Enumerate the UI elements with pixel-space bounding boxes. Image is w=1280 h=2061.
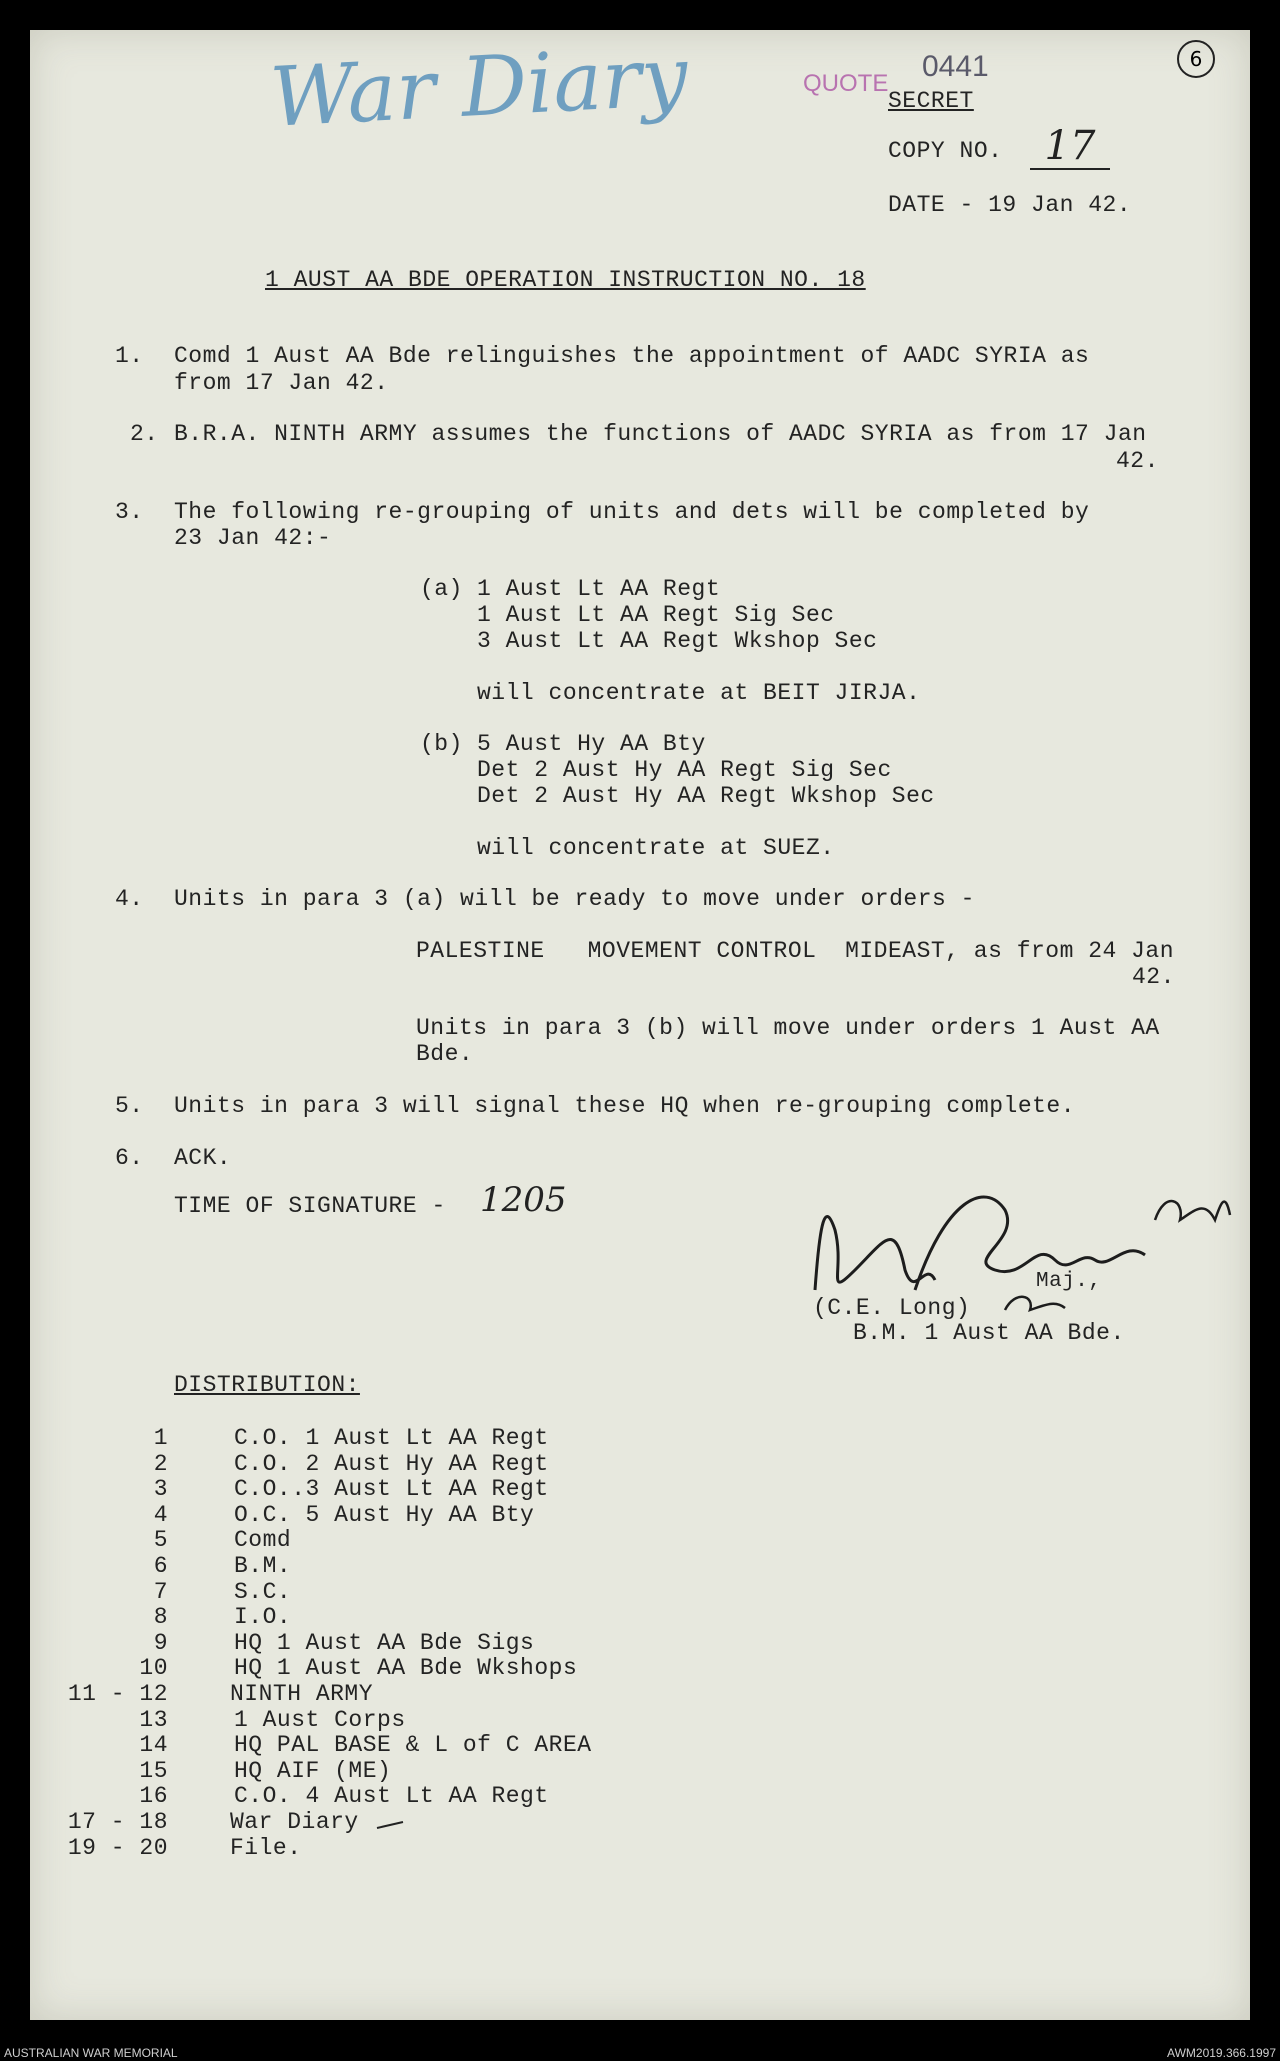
footer-accession-number: AWM2019.366.1997 xyxy=(1167,2046,1276,2060)
para-3b-item: Det 2 Aust Hy AA Regt Wkshop Sec xyxy=(477,783,935,809)
distribution-copy-number: 6 xyxy=(153,1553,168,1579)
quote-number: 0441 xyxy=(922,50,989,83)
distribution-recipient: S.C. xyxy=(234,1578,292,1605)
signatory-name: (C.E. Long) xyxy=(813,1295,971,1321)
quote-stamp-label: QUOTE xyxy=(803,70,889,97)
para-3-line-2: 23 Jan 42:- xyxy=(174,525,332,551)
signatory-appointment: B.M. 1 Aust AA Bde. xyxy=(853,1320,1125,1346)
para-6-number: 6. xyxy=(115,1145,144,1171)
document-title: 1 AUST AA BDE OPERATION INSTRUCTION NO. 18 xyxy=(265,267,866,293)
date: DATE - 19 Jan 42. xyxy=(888,192,1132,218)
distribution-recipient: NINTH ARMY xyxy=(230,1681,374,1707)
distribution-copy-number: 9 xyxy=(153,1629,168,1656)
distribution-recipient: File. xyxy=(230,1834,302,1861)
time-of-signature-label: TIME OF SIGNATURE - xyxy=(174,1193,446,1219)
para-3b-item: Det 2 Aust Hy AA Regt Sig Sec xyxy=(477,757,892,783)
time-of-signature-value: 1205 xyxy=(480,1180,567,1220)
footer-credit: AUSTRALIAN WAR MEMORIAL xyxy=(4,2046,178,2060)
distribution-recipient: HQ 1 Aust AA Bde Wkshops xyxy=(234,1655,578,1682)
para-4-line-4: Units in para 3 (b) will move under orders 1 Aust AA xyxy=(416,1015,1160,1041)
distribution-recipient: HQ AIF (ME) xyxy=(234,1757,392,1784)
distribution-copy-number: 4 xyxy=(153,1501,168,1528)
distribution-copy-number: 16 xyxy=(139,1783,168,1810)
para-3a-item: 1 Aust Lt AA Regt xyxy=(477,576,721,602)
para-3b-concentration: will concentrate at SUEZ. xyxy=(477,835,835,861)
para-4-line-3: 42. xyxy=(1132,964,1175,990)
distribution-heading: DISTRIBUTION: xyxy=(174,1372,360,1398)
para-3-line-1: The following re-grouping of units and dets will be completed by xyxy=(174,499,1090,525)
distribution-recipient: HQ 1 Aust AA Bde Sigs xyxy=(234,1629,535,1656)
para-6-line-1: ACK. xyxy=(174,1145,232,1171)
distribution-copy-number: 11 - 12 xyxy=(67,1681,168,1707)
copy-label: COPY NO. xyxy=(888,138,1003,164)
distribution-copy-number: 8 xyxy=(153,1604,168,1631)
distribution-copy-number: 13 xyxy=(139,1706,168,1733)
distribution-recipient: O.C. 5 Aust Hy AA Bty xyxy=(234,1501,535,1528)
classification: SECRET xyxy=(888,88,974,114)
page-number: 6 xyxy=(1177,40,1215,78)
copy-number: 17 xyxy=(1030,124,1110,170)
para-3a-item: 1 Aust Lt AA Regt Sig Sec xyxy=(477,602,835,628)
para-5-line-1: Units in para 3 will signal these HQ when re-grouping complete. xyxy=(174,1093,1076,1119)
para-4-line-2: PALESTINE MOVEMENT CONTROL MIDEAST, as from 24 Jan xyxy=(416,938,1175,964)
distribution-copy-number: 14 xyxy=(139,1732,168,1759)
para-4-line-5: Bde. xyxy=(416,1041,474,1067)
distribution-recipient: C.O. 4 Aust Lt AA Regt xyxy=(234,1783,549,1810)
distribution-copy-number: 1 xyxy=(153,1425,168,1451)
para-1-line-1: Comd 1 Aust AA Bde relinguishes the appointment of AADC SYRIA as xyxy=(174,343,1090,369)
distribution-recipient: C.O..3 Aust Lt AA Regt xyxy=(234,1476,549,1503)
handwritten-title: War Diary xyxy=(267,29,690,146)
distribution-recipient: HQ PAL BASE & L of C AREA xyxy=(234,1732,592,1759)
distribution-copy-number: 19 - 20 xyxy=(67,1834,168,1861)
distribution-copy-number: 15 xyxy=(139,1757,168,1784)
distribution-recipient: 1 Aust Corps xyxy=(234,1706,406,1733)
para-2-number: 2. xyxy=(130,421,159,447)
distribution-copy-number: 17 - 18 xyxy=(67,1809,168,1835)
distribution-copy-number: 2 xyxy=(153,1450,168,1477)
distribution-copy-number: 7 xyxy=(153,1578,168,1605)
para-3a-concentration: will concentrate at BEIT JIRJA. xyxy=(477,680,921,706)
distribution-copy-number: 3 xyxy=(153,1476,168,1503)
distribution-recipient: C.O. 2 Aust Hy AA Regt xyxy=(234,1450,549,1477)
para-1-line-2: from 17 Jan 42. xyxy=(174,370,389,396)
distribution-copy-number: 10 xyxy=(139,1655,168,1682)
signatory-rank: Maj., xyxy=(1036,1270,1102,1293)
tick-mark xyxy=(375,1818,405,1832)
distribution-recipient: Comd xyxy=(234,1527,292,1554)
para-2-line-2: 42. xyxy=(1116,448,1159,474)
distribution-recipient: C.O. 1 Aust Lt AA Regt xyxy=(234,1425,549,1451)
para-1-number: 1. xyxy=(115,343,144,369)
para-3a-item: 3 Aust Lt AA Regt Wkshop Sec xyxy=(477,628,878,654)
para-4-line-1: Units in para 3 (a) will be ready to move under orders - xyxy=(174,886,975,912)
para-4-number: 4. xyxy=(115,886,144,912)
distribution-copy-number: 5 xyxy=(153,1527,168,1554)
para-3b-label: (b) xyxy=(420,731,463,757)
para-3-number: 3. xyxy=(115,499,144,525)
para-5-number: 5. xyxy=(115,1093,144,1119)
distribution-recipient: War Diary xyxy=(230,1809,359,1835)
para-3b-item: 5 Aust Hy AA Bty xyxy=(477,731,706,757)
para-2-line-1: B.R.A. NINTH ARMY assumes the functions of AADC SYRIA as from 17 Jan xyxy=(174,421,1147,447)
distribution-recipient: I.O. xyxy=(234,1604,292,1631)
distribution-recipient: B.M. xyxy=(234,1553,292,1579)
para-3a-label: (a) xyxy=(420,576,463,602)
